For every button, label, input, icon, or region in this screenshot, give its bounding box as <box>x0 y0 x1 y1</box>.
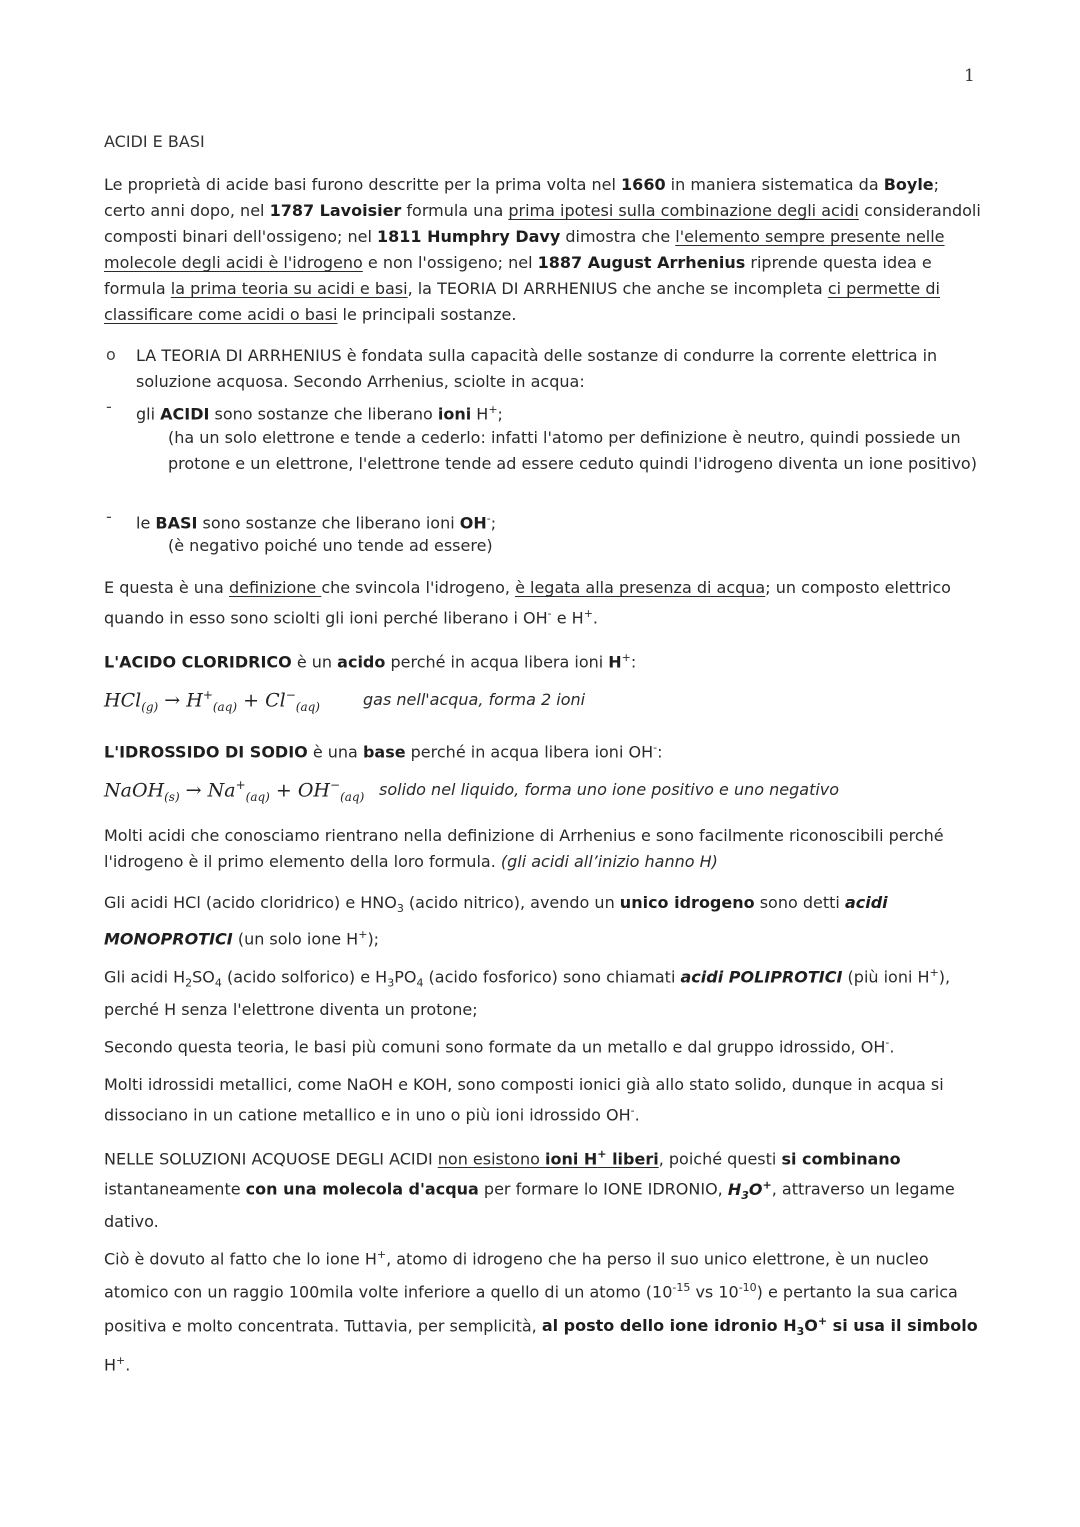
bases-paragraph: Secondo questa teoria, le basi più comuni sono formate da un metallo e dal gruppo idrossido, OH-. <box>104 1036 895 1057</box>
list-bullet-dash: - <box>106 507 112 526</box>
hcl-equation-note: gas nell'acqua, forma 2 ioni <box>363 690 586 709</box>
polyprotic-paragraph: Gli acidi $H_2SO_4$ (acido solforico) e $H_3PO_4$ (acido fosforico) sono chiamati acidi POLIPROTICI (più ioni H+), perché H senza l'elettrone diventa un protone; <box>104 966 951 1019</box>
hcl-equation: $HCl_{(g)} \to H^+_{(aq)} + Cl^-_{(aq)}$ <box>104 688 320 715</box>
list-note-basi: (è negativo poiché uno tende ad essere) <box>168 536 493 555</box>
naoh-heading: L'IDROSSIDO DI SODIO è una base perché in acqua libera ioni OH-: <box>104 741 663 762</box>
hcl-heading: L'ACIDO CLORIDRICO è un acido perché in acqua libera ioni H+: <box>104 651 637 672</box>
hydronium-paragraph: NELLE SOLUZIONI ACQUOSE DEGLI ACIDI non esistono ioni H+ liberi, poiché questi si combinano istantaneamente con una molecola d'acqua per formare lo IONE IDRONIO, $H_3O^+$, attraverso un legame dativo. <box>104 1148 955 1231</box>
arrhenius-acids-paragraph: Molti acidi che conosciamo rientrano nella definizione di Arrhenius e sono facilmente riconoscibili perché l'idrogeno è il primo elemento della loro formula. (gli acidi all’inizio hanno H) <box>104 826 944 871</box>
naoh-equation-note: solido nel liquido, forma uno ione positivo e uno negativo <box>379 780 840 799</box>
page-number: 1 <box>964 66 975 86</box>
list-item-arrhenius: LA TEORIA DI ARRHENIUS è fondata sulla capacità delle sostanze di condurre la corrente elettrica in soluzione acquosa. Secondo Arrhenius, sciolte in acqua: <box>136 346 938 391</box>
definition-paragraph: E questa è una definizione che svincola l'idrogeno, è legata alla presenza di acqua; un composto elettrico quando in esso sono sciolti gli ioni perché liberano i OH- e H+. <box>104 578 951 628</box>
proton-size-paragraph: Ciò è dovuto al fatto che lo ione H+, atomo di idrogeno che ha perso il suo unico elettrone, è un nucleo atomico con un raggio 100mila volte inferiore a quello di un atomo ($10^{-15}$ vs $10^{-10}$) e pertanto la sua carica positiva e molto concentrata. Tuttavia, per semplicità, al posto dello ione idronio $H_3O^+$ si usa il simbolo H+. <box>104 1248 978 1375</box>
monoprotic-paragraph: Gli acidi HCl (acido cloridrico) e $HNO_3$ (acido nitrico), avendo un unico idrogeno sono detti acidi MONOPROTICI (un solo ione H+); <box>104 893 888 949</box>
list-bullet-circle: o <box>106 345 116 364</box>
list-item-acidi: gli ACIDI sono sostanze che liberano ioni H+; <box>136 403 503 424</box>
list-bullet-dash: - <box>106 397 112 416</box>
list-item-basi: le BASI sono sostanze che liberano ioni OH-; <box>136 512 497 533</box>
list-note-acidi: (ha un solo elettrone e tende a cederlo: infatti l'atomo per definizione è neutro, quindi possiede un protone e un elettrone, l'elettrone tende ad essere ceduto quindi l'idrogeno diventa un ione positivo) <box>168 428 977 473</box>
intro-paragraph: Le proprietà di acide basi furono descritte per la prima volta nel 1660 in maniera sistematica da Boyle; certo anni dopo, nel 1787 Lavoisier formula una prima ipotesi sulla combinazione degli acidi considerandoli composti binari dell'ossigeno; nel 1811 Humphry Davy dimostra che l'elemento sempre presente nelle molecole degli acidi è l'idrogeno e non l'ossigeno; nel 1887 August Arrhenius riprende questa idea e formula la prima teoria su acidi e basi, la TEORIA DI ARRHENIUS che anche se incompleta ci permette di classificare come acidi o basi le principali sostanze. <box>104 175 981 324</box>
naoh-equation: NaOH$_{(s)}$ → $Na^+_{(aq)} + OH^-_{(aq)}$ <box>104 778 365 805</box>
hydroxides-paragraph: Molti idrossidi metallici, come NaOH e KOH, sono composti ionici già allo stato solido, dunque in acqua si dissociano in un catione metallico e in uno o più ioni idrossido OH-. <box>104 1075 944 1125</box>
document-title: ACIDI E BASI <box>104 132 205 151</box>
